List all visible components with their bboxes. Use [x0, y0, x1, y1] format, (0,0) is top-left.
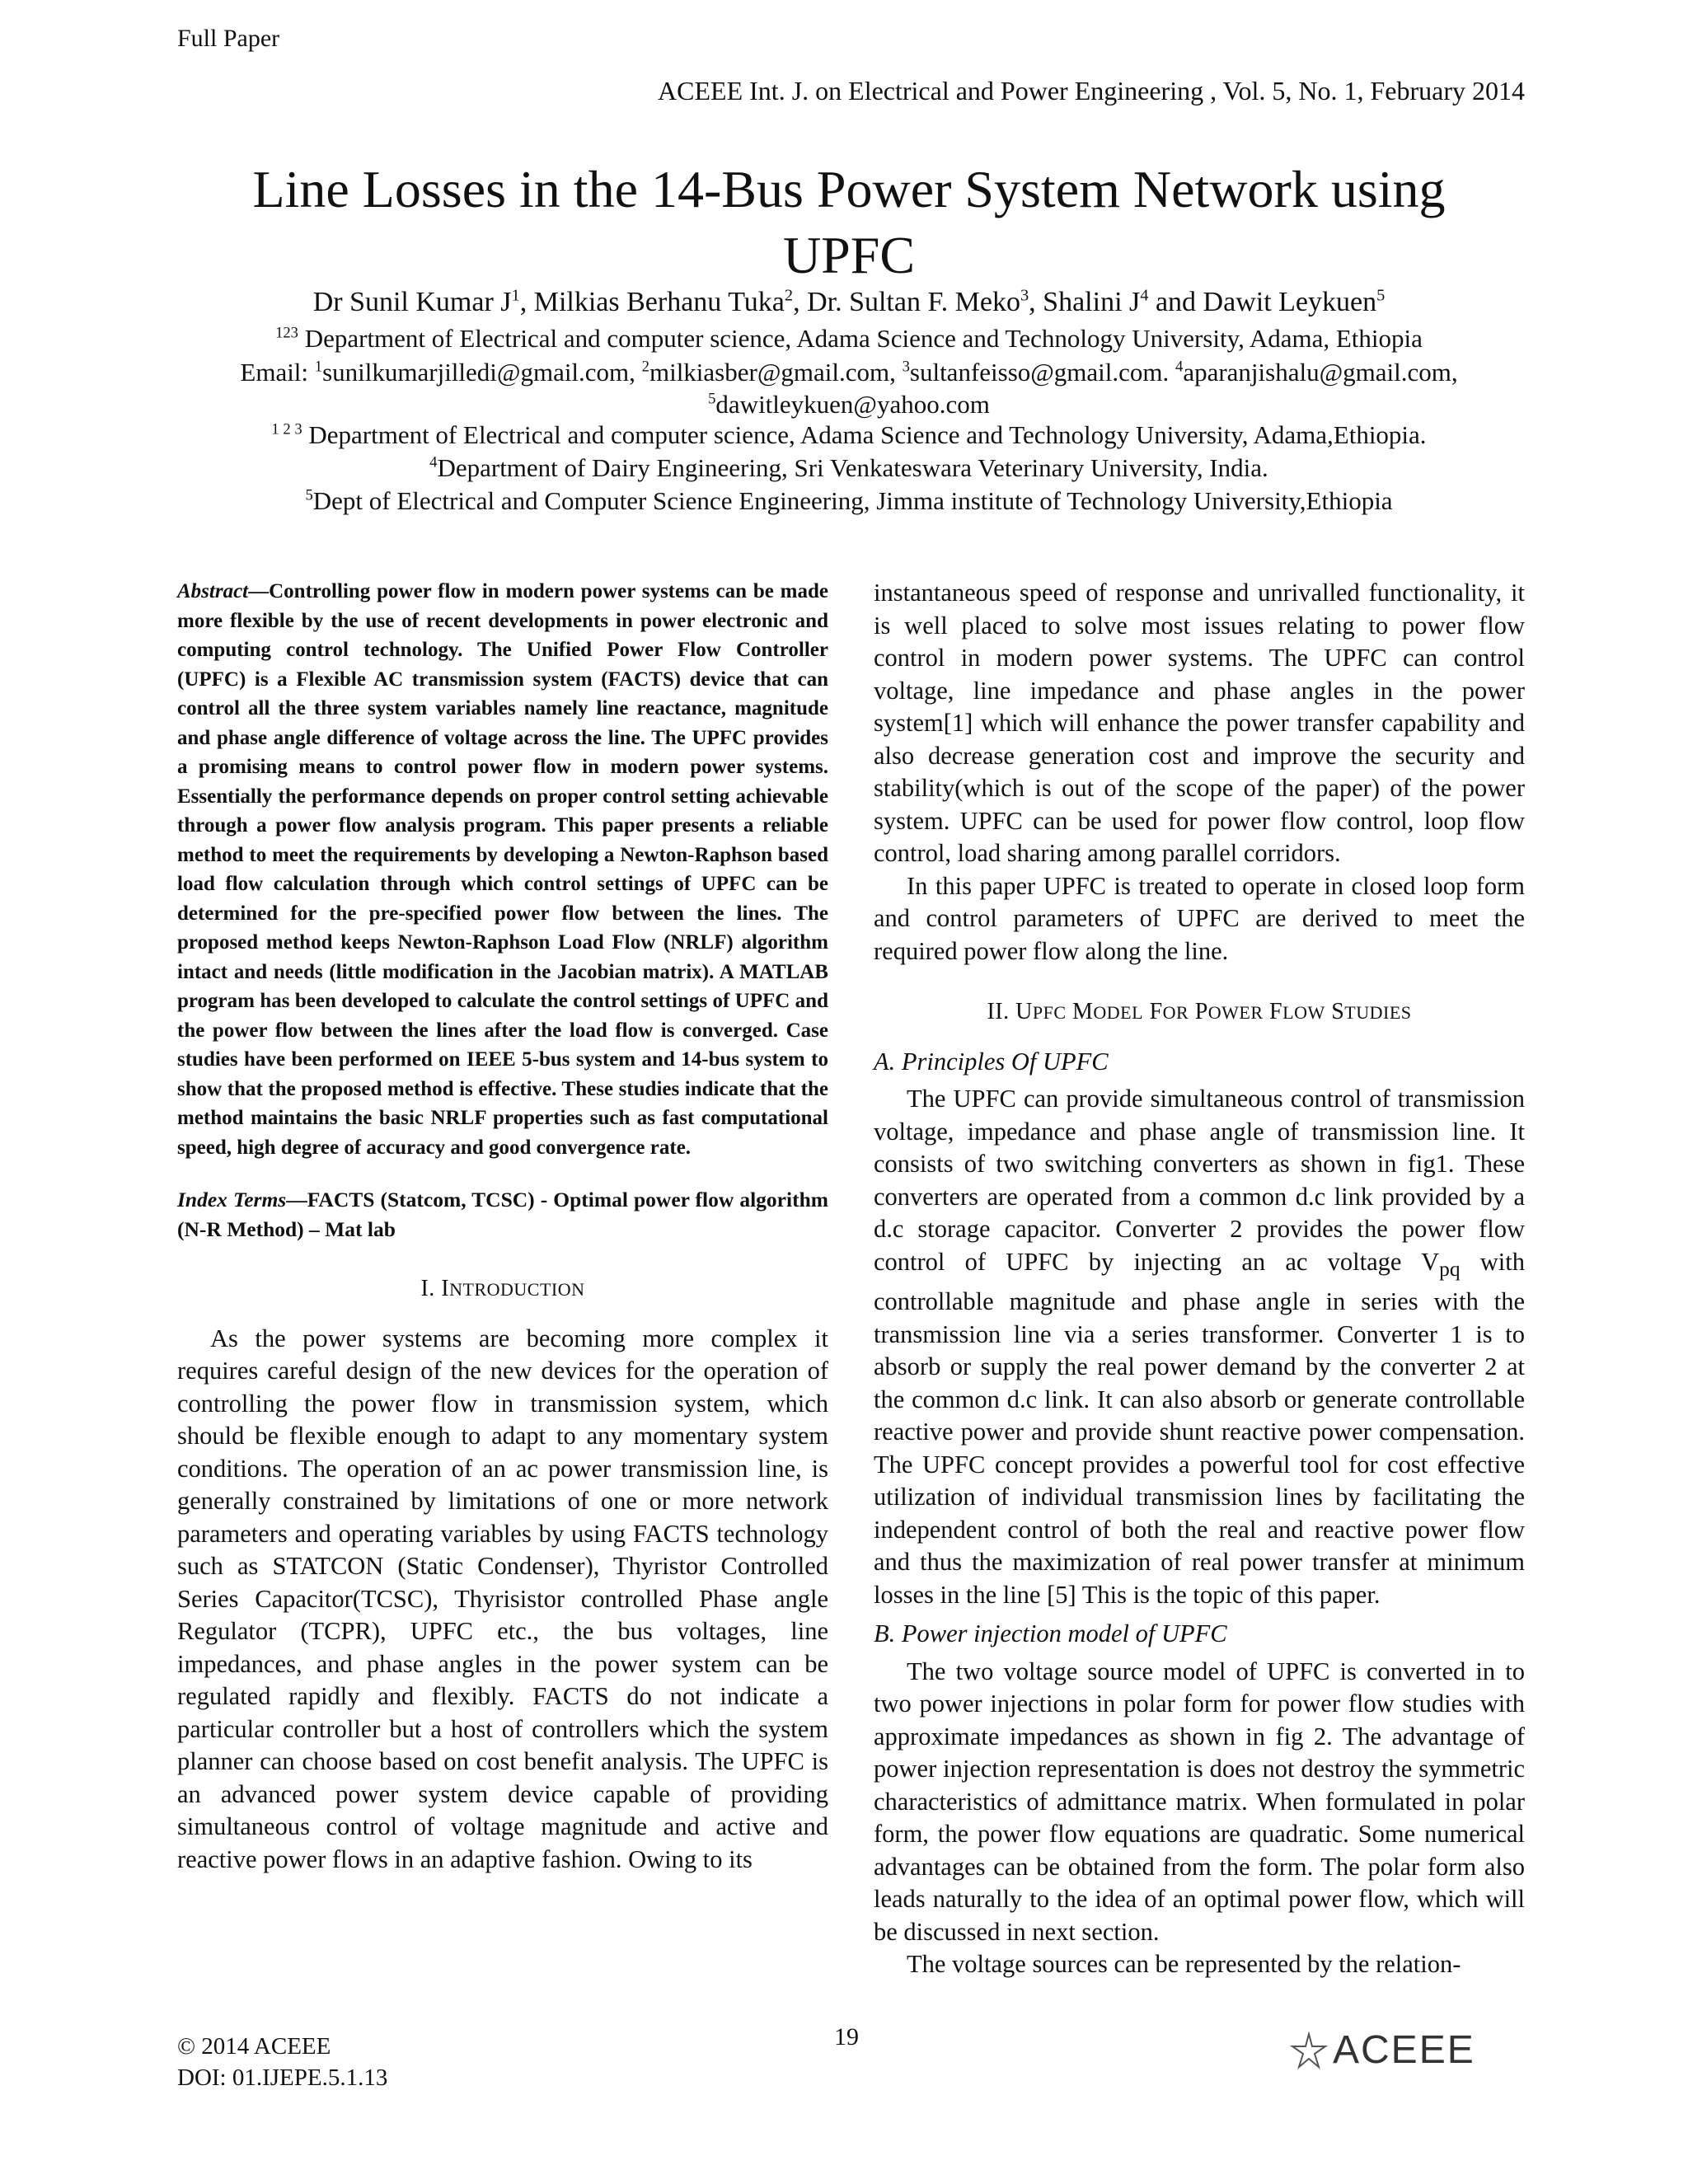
intro-paragraph: As the power systems are becoming more complex it requires careful design of the new devices for the operation of controlling the power flow in transmission system, which should be flexible enough to adapt to any momentary system conditions. The operation of an ac power transmission line, is generally constrained by limitations of one or more network parameters and operating variables by using FACTS technology such as STATCON (Static Condenser), Thyristor Controlled Series Capacitor(TCSC), Thyrisistor controlled Phase angle Regulator (TCPR), UPFC etc., the bus voltages, line impedances, and phase angles in the power system can be regulated rapidly and flexibly. FACTS do not indicate a particular controller but a host of controllers which the system planner can choose based on cost benefit analysis. The UPFC is an advanced power system device capable of providing simultaneous control of voltage magnitude and active and reactive power flows in an adaptive fashion. Owing to its	[177, 1324, 828, 1873]
email-line-1	[165, 356, 1533, 388]
affiliation-text: Department of Dairy Engineering, Sri Venkateswara Veterinary University, India.	[437, 453, 1268, 482]
abstract-label: Abstract	[177, 580, 249, 602]
aceee-logo	[1290, 2027, 1475, 2073]
voltage-sources-paragraph: The voltage sources can be represented by the relation-	[907, 1950, 1461, 1979]
abstract-text: —Controlling power flow in modern power systems can be made more flexible by the use of recent developments in power electronic and computing control technology. The Unified Power Flow Controller (UPFC) is a Flexible AC transmission system (FACTS) device that can control all the three system variables namely line reactance, magnitude and phase angle difference of voltage across the line. The UPFC provides a promising means to control power flow in modern power systems. Essentially the performance depends on proper control setting achievable through a power flow analysis program. This paper presents a reliable method to meet the requirements by developing a Newton-Raphson based load flow calculation through which control settings of UPFC can be determined for the pre-specified power flow between the lines. The proposed method keeps Newton-Raphson Load Flow (NRLF) algorithm intact and needs (little modification in the Jacobian matrix). A MATLAB program has been developed to calculate the control settings of UPFC and the power flow between the lines after the load flow is converged. Case studies have been performed on IEEE 5-bus system and 14-bus system to show that the proposed method is effective. These studies indicate that the method maintains the basic NRLF properties such as fast computational speed, high degree of accuracy and good convergence rate.	[177, 580, 828, 1159]
heading-part: F	[1143, 999, 1163, 1024]
intro-paragraph-continued: instantaneous speed of response and unrivalled functionality, it is well placed to solve most issues relating to power flow control in modern power systems. The UPFC can control voltage, line impedance and phase angles in the power system[1] which will enhance the power transfer capability and also decrease generation cost and improve the security and stability(which is out of the scope of the paper) of the power system. UPFC can be used for power flow control, loop flow control, load sharing among parallel corridors.	[874, 579, 1525, 867]
right-column	[874, 577, 1525, 1981]
email-list	[165, 356, 1533, 420]
heading-part: TUDIES	[1344, 1002, 1412, 1023]
affiliation-4	[165, 485, 1533, 517]
author-sup: 3	[1020, 286, 1029, 305]
heading-part: F	[1263, 999, 1283, 1024]
heading-part: M	[1066, 999, 1094, 1024]
email-link[interactable]: aparanjishalu@gmail.com,	[1183, 358, 1458, 387]
doi-prefix: DOI: 01.IJEPE.5.1.	[177, 2064, 364, 2091]
affiliation-text: Dept of Electrical and Computer Science Engineering, Jimma institute of Technology University,Ethiopia	[312, 486, 1393, 515]
email-sup: 4	[1175, 358, 1184, 376]
paper-title	[165, 157, 1533, 288]
email-sup: 1	[314, 358, 323, 376]
subscript: pq	[1439, 1257, 1461, 1281]
index-terms-label: Index Terms	[177, 1188, 287, 1212]
heading-part: PFC	[1032, 1002, 1067, 1023]
heading-part: ODEL	[1093, 1002, 1144, 1023]
email-link[interactable]: sultanfeisso@gmail.com.	[909, 358, 1176, 387]
author-name: , Shalini J	[1029, 287, 1141, 317]
paragraph-text: The UPFC can provide simultaneous control of transmission voltage, impedance and phase angle of transmission line. It consists of two switching converters as shown in fig1. These converters are operated from a common d.c link provided by a d.c storage capacitor. Converter 2 provides the power flow control of UPFC by injecting an ac voltage V	[874, 1085, 1525, 1276]
heading-part: II. U	[987, 999, 1033, 1024]
email-sup: 5	[708, 390, 716, 408]
section-heading-upfc-model	[874, 996, 1525, 1029]
email-link[interactable]: dawitleykuen@yahoo.com	[715, 390, 990, 419]
abstract	[177, 577, 828, 1162]
affiliation-1	[165, 322, 1533, 354]
affiliation-sup: 4	[429, 453, 438, 471]
author-sup: 1	[511, 286, 520, 305]
journal-citation: ACEEE Int. J. on Electrical and Power Engineering , Vol. 5, No. 1, February 2014	[658, 76, 1525, 105]
copyright: © 2014 ACEEE	[177, 2033, 331, 2060]
doi	[177, 2064, 387, 2092]
affiliation-sup: 5	[305, 486, 313, 504]
index-terms-text: —FACTS (Statcom, TCSC) - Optimal power flow algorithm (N-R Method) – Mat lab	[177, 1188, 828, 1241]
title-line-1: Line Losses in the 14-Bus Power System Network using	[252, 160, 1446, 218]
email-sup: 2	[641, 358, 649, 376]
page-number: 19	[834, 2023, 859, 2050]
principles-paragraph	[874, 1083, 1525, 1611]
email-line-2	[165, 388, 1533, 420]
subsection-heading-principles: A. Principles Of UPFC	[874, 1047, 1109, 1076]
author-list	[165, 286, 1533, 318]
index-terms	[177, 1185, 828, 1244]
affiliation-text: Department of Electrical and computer science, Adama Science and Technology University, Adama, Ethiopia	[298, 324, 1423, 353]
subsection-heading-power-injection: B. Power injection model of UPFC	[874, 1619, 1227, 1648]
affiliation-sup: 123	[275, 324, 298, 342]
heading-part: LOW	[1282, 1002, 1325, 1023]
author-sup: 4	[1140, 286, 1149, 305]
paragraph-text: with controllable magnitude and phase angle in series with the transmission line via a series transformer. Converter 1 is to absorb or supply the real power demand by the converter 2 at the common d.c link. It can also absorb or generate controllable reactive power and provide shunt reactive power compensation. The UPFC concept provides a powerful tool for cost effective utilization of individual transmission lines by facilitating the independent control of both the real and reactive power flow and thus the maximization of real power transfer at minimum losses in the line [5] This is the topic of this paper.	[874, 1247, 1525, 1609]
author-name: Dr Sunil Kumar J	[312, 287, 512, 317]
heading-part: OWER	[1207, 1002, 1264, 1023]
heading-part: OR	[1162, 1002, 1189, 1023]
author-name: , Dr. Sultan F. Meko	[793, 287, 1020, 317]
heading-part: S	[1325, 999, 1345, 1024]
author-name: , Milkias Berhanu Tuka	[519, 287, 785, 317]
affiliation-sup: 1 2 3	[271, 420, 302, 438]
affiliation-2	[165, 419, 1533, 451]
author-sup: 5	[1376, 286, 1386, 305]
affiliation-text: Department of Electrical and computer science, Adama Science and Technology University, Adama,Ethiopia.	[302, 420, 1427, 449]
section-number: I. I	[420, 1276, 450, 1301]
heading-part: P	[1189, 999, 1208, 1024]
title-line-2: UPFC	[782, 226, 916, 284]
star-logo-icon	[1290, 2032, 1328, 2069]
logo-text: ACEEE	[1333, 2028, 1475, 2072]
left-column	[177, 577, 828, 1876]
author-name: and Dawit Leykuen	[1148, 287, 1377, 317]
affiliation-3	[165, 452, 1533, 484]
intro-paragraph-2: In this paper UPFC is treated to operate in closed loop form and control parameters of UPFC are derived to meet the required power flow along the line.	[874, 871, 1525, 965]
doi-number: 13	[363, 2064, 388, 2091]
email-link[interactable]: milkiasber@gmail.com,	[649, 358, 903, 387]
section-heading-introduction	[177, 1272, 828, 1306]
power-injection-paragraph: The two voltage source model of UPFC is converted in to two power injections in polar form for power flow studies with approximate impedances as shown in fig 2. The advantage of power injection representation is does not destroy the symmetric characteristics of admittance matrix. When formulated in polar form, the power flow equations are quadratic. Some numerical advantages can be obtained from the form. The polar form also leads naturally to the idea of an optimal power flow, which will be discussed in next section.	[874, 1657, 1525, 1946]
email-link[interactable]: sunilkumarjilledi@gmail.com,	[322, 358, 642, 387]
email-prefix: Email:	[240, 358, 315, 387]
author-sup: 2	[784, 286, 794, 305]
section-title: NTRODUCTION	[449, 1279, 585, 1300]
email-sup: 3	[902, 358, 910, 376]
running-header-label: Full Paper	[177, 25, 280, 52]
